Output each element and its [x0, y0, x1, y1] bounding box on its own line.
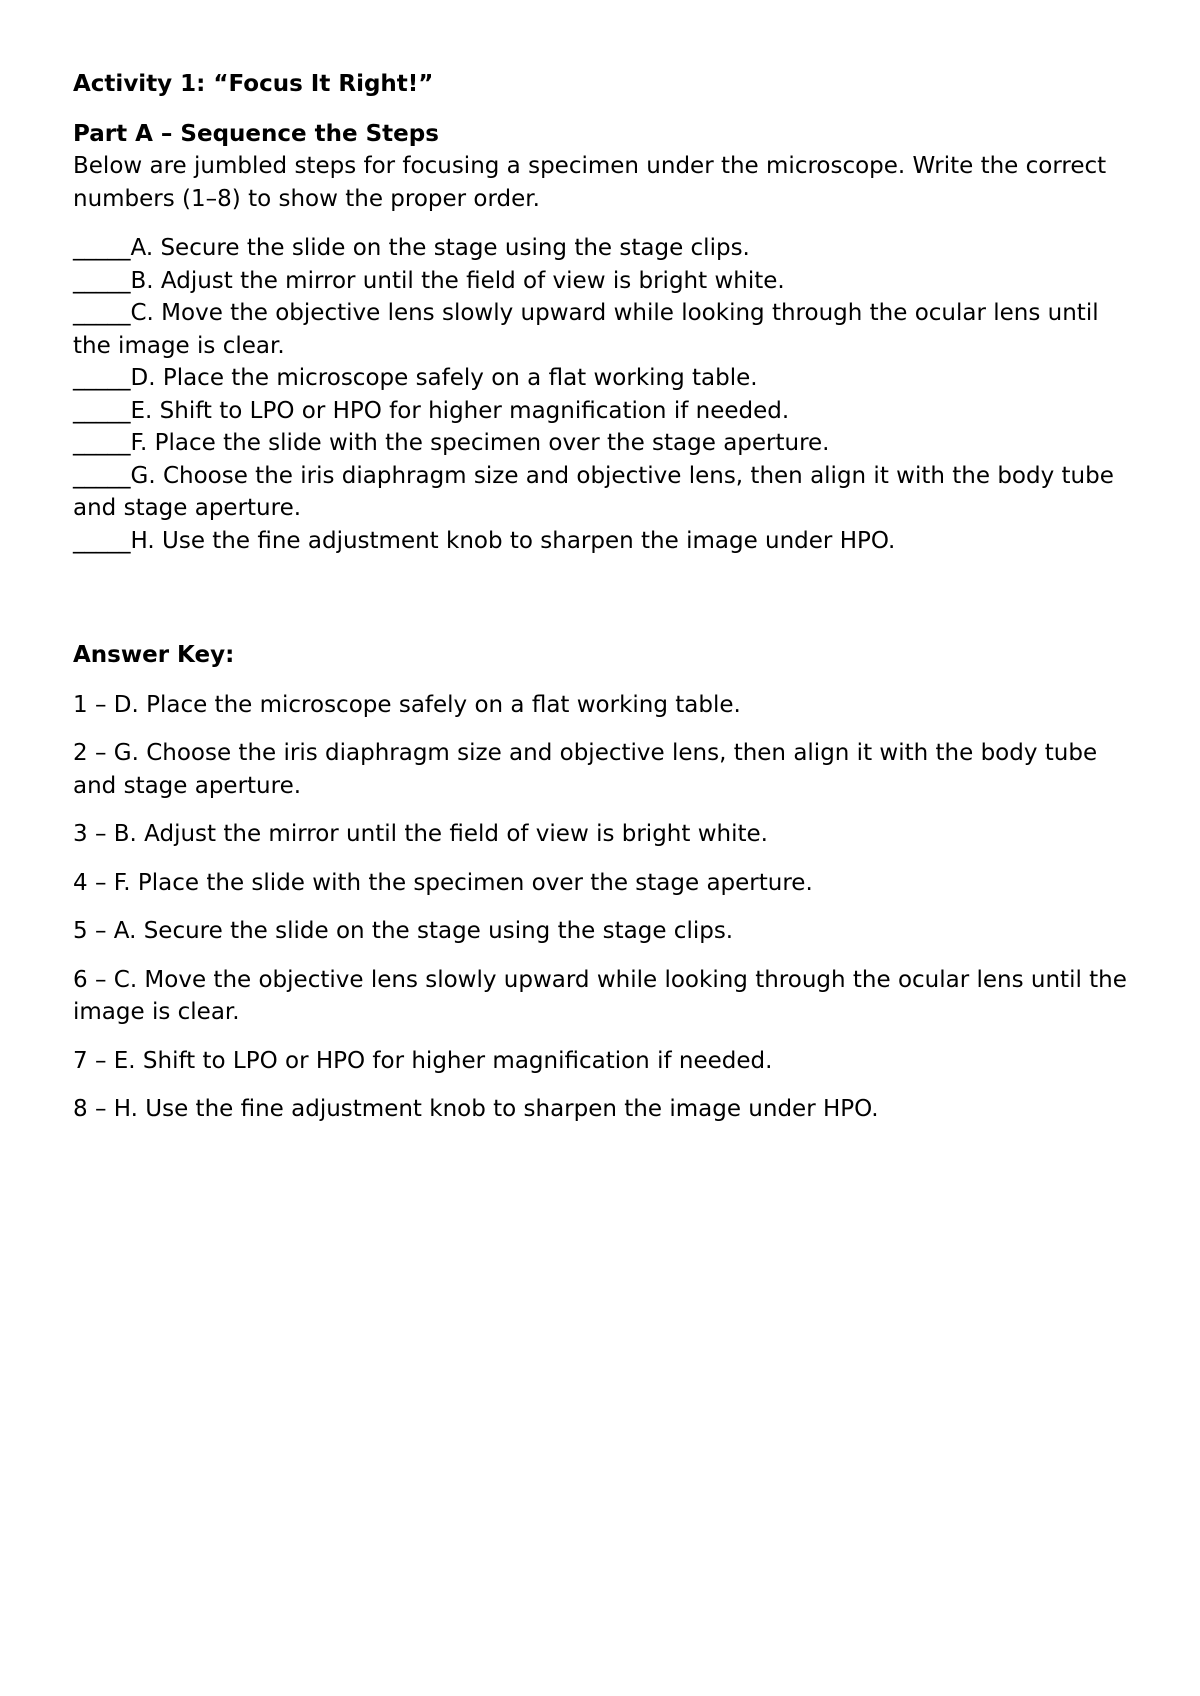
- answer-item: 8 – H. Use the fine adjustment knob to sharpen the image under HPO.: [73, 1096, 879, 1122]
- answer-blank[interactable]: _____: [73, 430, 131, 456]
- answer-blank[interactable]: _____: [73, 235, 131, 261]
- answer-item: 6 – C. Move the objective lens slowly upward while looking through the ocular lens until the image is clear.: [73, 966, 1127, 1025]
- instructions-text: Below are jumbled steps for focusing a specimen under the microscope. Write the correct numbers (1–8) to show the proper order.: [73, 153, 1107, 212]
- answer-item: 5 – A. Secure the slide on the stage using the stage clips.: [73, 918, 734, 944]
- answer-blank[interactable]: _____: [73, 527, 131, 554]
- answer-item: 4 – F. Place the slide with the specimen over the stage aperture.: [73, 869, 813, 896]
- step-text: A. Secure the slide on the stage using the stage clips.: [130, 235, 750, 261]
- answer-blank[interactable]: _____: [73, 300, 131, 326]
- answer-item: 2 – G. Choose the iris diaphragm size and objective lens, then align it with the body tube and stage aperture.: [73, 740, 1098, 799]
- step-text: B. Adjust the mirror until the field of view is bright white.: [130, 267, 785, 294]
- answer-item: 7 – E. Shift to LPO or HPO for higher magnification if needed.: [73, 1047, 773, 1074]
- answer-blank[interactable]: _____: [73, 267, 131, 294]
- answer-key-heading: Answer Key:: [73, 642, 235, 668]
- step-item-c: [73, 297, 1140, 362]
- step-item-d: [73, 362, 1140, 395]
- answer-key-list: [73, 689, 1140, 1126]
- step-item-e: [73, 395, 1140, 428]
- answer-item: 3 – B. Adjust the mirror until the field of view is bright white.: [73, 821, 768, 847]
- step-list: [73, 232, 1140, 557]
- step-item-a: [73, 232, 1140, 265]
- step-item-f: [73, 427, 1140, 460]
- answer-blank[interactable]: _____: [73, 397, 131, 424]
- step-text: F. Place the slide with the specimen over the stage aperture.: [130, 430, 830, 456]
- step-text: H. Use the fine adjustment knob to sharpen the image under HPO.: [130, 527, 896, 554]
- activity-title: Activity 1: “Focus It Right!”: [73, 71, 434, 97]
- step-text: G. Choose the iris diaphragm size and objective lens, then align it with the body tube and stage aperture.: [73, 462, 1114, 521]
- answer-blank[interactable]: _____: [73, 365, 131, 391]
- step-text: C. Move the objective lens slowly upward while looking through the ocular lens until the image is clear.: [73, 300, 1099, 359]
- answer-item: 1 – D. Place the microscope safely on a flat working table.: [73, 691, 741, 718]
- step-item-h: [73, 525, 1140, 558]
- step-text: E. Shift to LPO or HPO for higher magnification if needed.: [130, 397, 790, 424]
- step-item-g: [73, 460, 1140, 525]
- part-heading: Part A – Sequence the Steps: [73, 120, 439, 147]
- answer-blank[interactable]: _____: [73, 462, 131, 489]
- step-text: D. Place the microscope safely on a flat working table.: [130, 365, 758, 391]
- step-item-b: [73, 265, 1140, 298]
